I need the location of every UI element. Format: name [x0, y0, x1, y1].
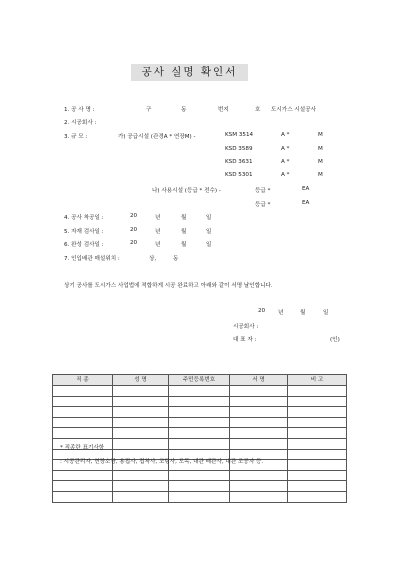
item1-gu: 구	[146, 107, 152, 113]
table-cell[interactable]	[169, 407, 230, 418]
item7-label: 7. 인입배관 매설위치 :	[64, 256, 120, 262]
table-row	[53, 470, 347, 481]
date-il: 일	[206, 229, 212, 235]
document-title: 공사 실명 확인서	[131, 64, 248, 81]
date-wol: 월	[181, 242, 187, 248]
note-text: : 시공관리자, 현장소장, 용접사, 접착사, 코팅사, 도목, 내관 배관사, 내관 조공자 등.	[60, 459, 264, 465]
table-cell[interactable]	[230, 481, 288, 492]
spec-m: M	[318, 172, 323, 178]
table-cell[interactable]	[113, 396, 169, 407]
table-cell[interactable]	[169, 417, 230, 428]
table-cell[interactable]	[288, 417, 347, 428]
table-cell[interactable]	[169, 386, 230, 397]
date-label: 6. 완성 검사일 :	[64, 242, 104, 248]
table-row	[53, 386, 347, 397]
date-wol: 월	[181, 215, 187, 221]
item1-project-name: 도시가스 시설공사	[271, 107, 317, 113]
table-cell[interactable]	[230, 386, 288, 397]
table-header-row	[53, 375, 347, 386]
spec-code: KSM 3514	[225, 132, 254, 138]
sign-company-label: 시공회사 :	[233, 324, 259, 330]
item3-label: 3. 규 모 :	[64, 134, 88, 140]
note-title: * 직종란 표기사항	[60, 445, 105, 451]
date-label: 5. 자재 검사일 :	[64, 229, 104, 235]
table-row	[53, 481, 347, 492]
table-cell[interactable]	[113, 386, 169, 397]
table-cell[interactable]	[113, 417, 169, 428]
header-id: 주민등록번호	[169, 375, 230, 386]
sign-nyeon: 년	[278, 310, 284, 316]
sign-il: 일	[323, 310, 329, 316]
date-label: 4. 공사 착공일 :	[64, 215, 104, 221]
grade-unit: EA	[302, 200, 310, 206]
date-year: 20	[130, 240, 138, 246]
table-row	[53, 417, 347, 428]
table-cell[interactable]	[53, 428, 113, 439]
statement: 상기 공사를 도시가스 사업법에 적합하게 시공 완료하고 아래와 같이 서명 날인합니다.	[64, 283, 273, 289]
date-nyeon: 년	[155, 215, 161, 221]
item3-supply-label: 가) 공급시설 (관경A * 연장M) -	[118, 134, 196, 140]
table-cell[interactable]	[113, 470, 169, 481]
date-nyeon: 년	[155, 242, 161, 248]
item7-si: 상,	[149, 256, 157, 262]
table-cell[interactable]	[288, 438, 347, 449]
table-cell[interactable]	[230, 438, 288, 449]
table-cell[interactable]	[53, 417, 113, 428]
table-row	[53, 407, 347, 418]
date-nyeon: 년	[155, 229, 161, 235]
spec-code: KSD 3589	[225, 146, 253, 152]
item1-ho: 호	[255, 107, 261, 113]
table-cell[interactable]	[230, 428, 288, 439]
table-cell[interactable]	[288, 470, 347, 481]
table-cell[interactable]	[230, 491, 288, 502]
table-cell[interactable]	[113, 481, 169, 492]
table-cell[interactable]	[53, 470, 113, 481]
table-row	[53, 428, 347, 439]
table-cell[interactable]	[230, 396, 288, 407]
table-cell[interactable]	[288, 386, 347, 397]
spec-m: M	[318, 132, 323, 138]
date-wol: 월	[181, 229, 187, 235]
table-cell[interactable]	[169, 438, 230, 449]
spec-a: A *	[281, 159, 290, 165]
item2-label: 2. 시공회사 :	[64, 120, 97, 126]
spec-m: M	[318, 159, 323, 165]
spec-code: KSD 3631	[225, 159, 253, 165]
date-year: 20	[130, 227, 138, 233]
spec-a: A *	[281, 132, 290, 138]
item1-label: 1. 공 사 명 :	[64, 107, 95, 113]
grade-label: 등급 *	[255, 202, 271, 208]
table-row	[53, 491, 347, 502]
item1-dong: 동	[181, 107, 187, 113]
item1-beonji: 번지	[218, 107, 229, 113]
table-cell[interactable]	[230, 417, 288, 428]
table-cell[interactable]	[288, 396, 347, 407]
header-signature: 서 명	[230, 375, 288, 386]
item7-dong: 동	[173, 256, 179, 262]
date-il: 일	[206, 215, 212, 221]
table-cell[interactable]	[113, 491, 169, 502]
grade-label: 등급 *	[255, 188, 271, 194]
spec-m: M	[318, 146, 323, 152]
table-cell[interactable]	[169, 470, 230, 481]
table-cell[interactable]	[53, 481, 113, 492]
table-cell[interactable]	[113, 428, 169, 439]
sign-wol: 월	[300, 310, 306, 316]
grade-unit: EA	[302, 186, 310, 192]
header-job: 직 종	[53, 375, 113, 386]
table-cell[interactable]	[288, 407, 347, 418]
header-remarks: 비 고	[288, 375, 347, 386]
table-cell[interactable]	[288, 449, 347, 460]
table-cell[interactable]	[288, 460, 347, 471]
sign-rep-label: 대 표 자 :	[233, 337, 257, 343]
table-cell[interactable]	[230, 470, 288, 481]
table-cell[interactable]	[169, 491, 230, 502]
sign-seal: (인)	[330, 337, 340, 343]
spec-a: A *	[281, 146, 290, 152]
header-name: 성 명	[113, 375, 169, 386]
table-row	[53, 396, 347, 407]
date-year: 20	[130, 213, 138, 219]
table-cell[interactable]	[53, 407, 113, 418]
spec-a: A *	[281, 172, 290, 178]
table-cell[interactable]	[53, 491, 113, 502]
table-cell[interactable]	[113, 438, 169, 449]
table-cell[interactable]	[53, 396, 113, 407]
sign-year: 20	[258, 308, 266, 314]
table-cell[interactable]	[169, 396, 230, 407]
item3-usage-label: 나) 사용시설 (등급 * 전수) -	[152, 188, 221, 194]
table-cell[interactable]	[288, 428, 347, 439]
table-cell[interactable]	[230, 407, 288, 418]
table-cell[interactable]	[169, 481, 230, 492]
table-cell[interactable]	[169, 428, 230, 439]
table-cell[interactable]	[53, 386, 113, 397]
date-il: 일	[206, 242, 212, 248]
signature-table	[52, 374, 347, 503]
spec-code: KSD 5301	[225, 172, 253, 178]
table-cell[interactable]	[113, 407, 169, 418]
table-cell[interactable]	[288, 491, 347, 502]
table-cell[interactable]	[288, 481, 347, 492]
